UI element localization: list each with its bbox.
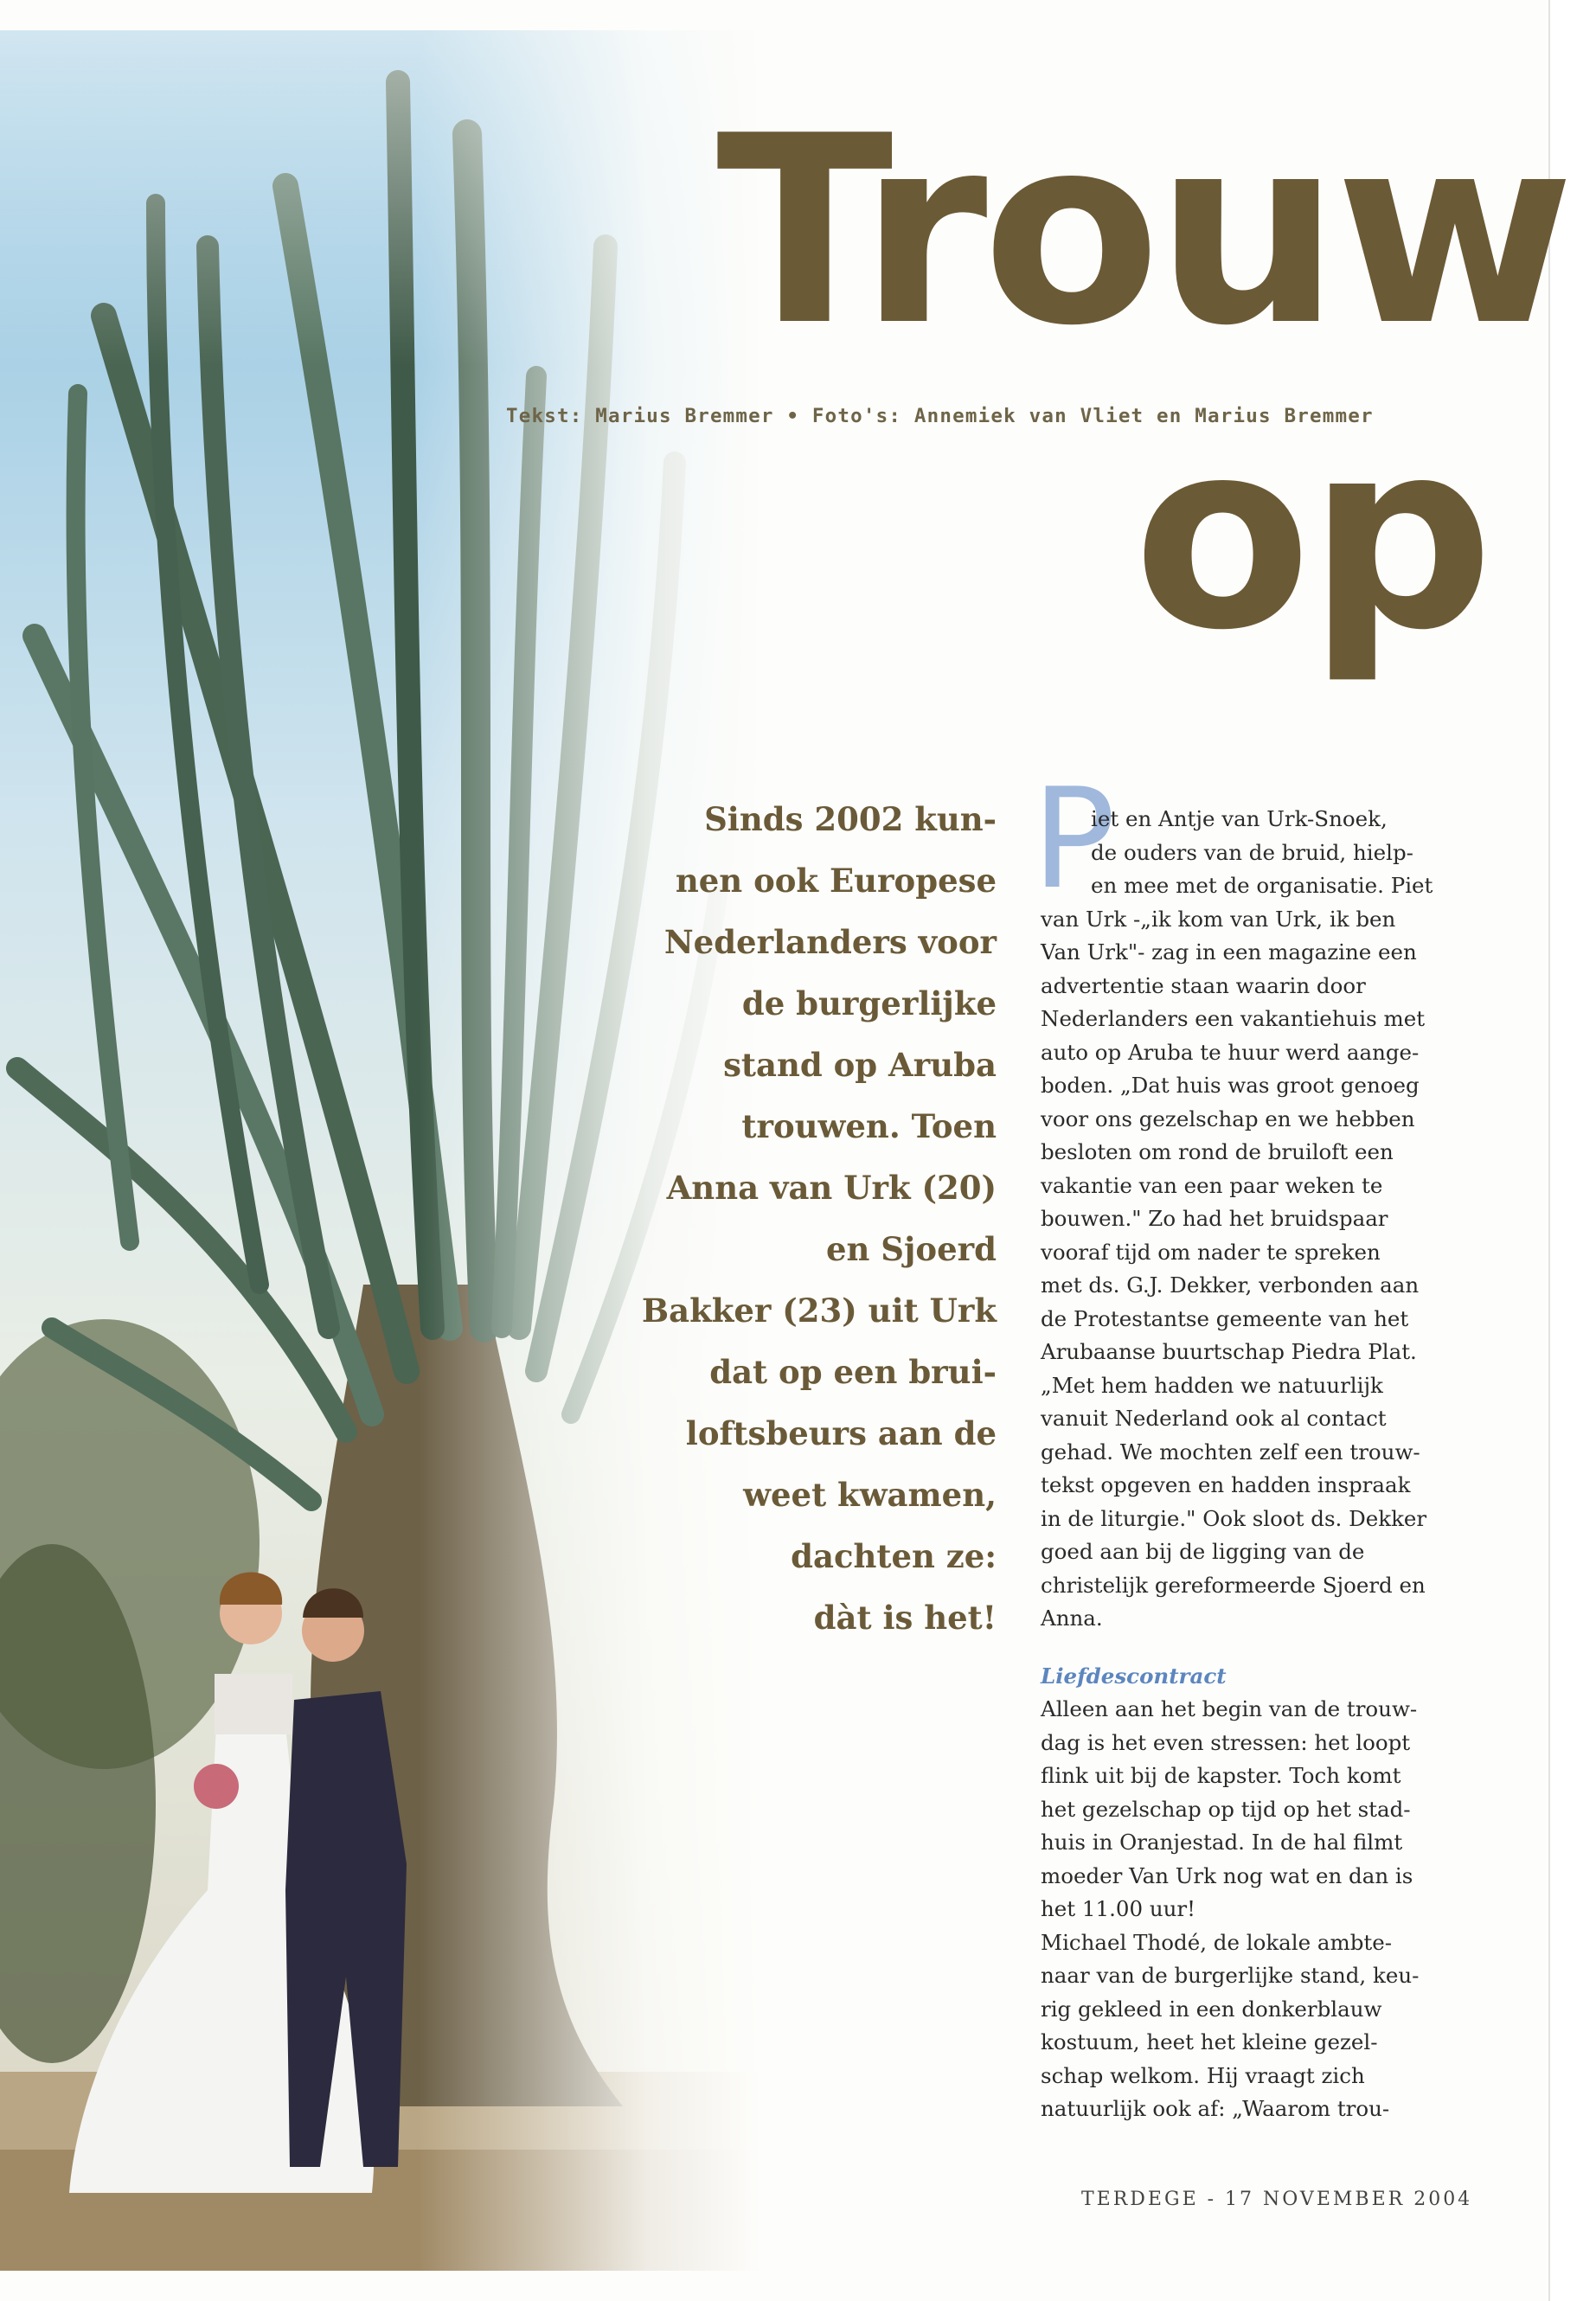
body-line: huis in Oranjestad. In de hal filmt <box>1041 1830 1403 1855</box>
body-line: de Protestantse gemeente van het <box>1041 1305 1409 1331</box>
body-line: vakantie van een paar weken te <box>1041 1172 1383 1198</box>
body-line: in de liturgie." Ook sloot ds. Dekker <box>1041 1505 1427 1531</box>
intro-line: Sinds 2002 kun- <box>704 800 997 838</box>
body-line: tekst opgeven en hadden inspraak <box>1041 1472 1411 1497</box>
body-line: vooraf tijd om nader te spreken <box>1041 1239 1381 1265</box>
body-line: gehad. We mochten zelf een trouw- <box>1041 1439 1420 1465</box>
body-line: auto op Aruba te huur werd aange- <box>1041 1039 1420 1065</box>
intro-line: Nederlanders voor <box>663 923 997 961</box>
page-footer: TERDEGE - 17 NOVEMBER 2004 <box>1081 2189 1473 2210</box>
body-line: natuurlijk ook af: „Waarom trou- <box>1041 2096 1390 2121</box>
body-line: en mee met de organisatie. Piet <box>1091 873 1433 898</box>
body-line: iet en Antje van Urk-Snoek, <box>1091 806 1388 831</box>
body-line: bouwen." Zo had het bruidspaar <box>1041 1206 1388 1231</box>
body-line: dag is het even stressen: het loopt <box>1041 1729 1411 1755</box>
body-line: Alleen aan het begin van de trouw- <box>1041 1696 1418 1721</box>
body-line: van Urk -„ik kom van Urk, ik ben <box>1041 906 1396 932</box>
intro-line: nen ook Europese <box>675 862 997 900</box>
body-line: schap welkom. Hij vraagt zich <box>1041 2062 1365 2088</box>
body-line: advertentie staan waarin door <box>1041 972 1366 998</box>
body-line: Nederlanders een vakantiehuis met <box>1041 1006 1426 1031</box>
body-line: Arubaanse buurtschap Piedra Plat. <box>1041 1339 1417 1364</box>
body-line: Anna. <box>1041 1606 1103 1631</box>
body-line: boden. „Dat huis was groot genoeg <box>1041 1073 1420 1098</box>
intro-line: Bakker (23) uit Urk <box>641 1292 997 1330</box>
body-line: voor ons gezelschap en we hebben <box>1041 1106 1415 1131</box>
body-line: christelijk gereformeerde Sjoerd en <box>1041 1572 1426 1598</box>
body-line: Michael Thodé, de lokale ambte- <box>1041 1929 1393 1955</box>
body-line: naar van de burgerlijke stand, keu- <box>1041 1963 1420 1988</box>
body-line: Van Urk"- zag in een magazine een <box>1041 939 1417 965</box>
drop-cap: P <box>1032 758 1116 920</box>
intro-line: dat op een brui- <box>709 1353 997 1391</box>
body-line: flink uit bij de kapster. Toch komt <box>1041 1763 1401 1788</box>
body-line: het 11.00 uur! <box>1041 1896 1195 1921</box>
body-line: besloten om rond de bruiloft een <box>1041 1139 1394 1164</box>
body-line: rig gekleed in een donkerblauw <box>1041 1996 1382 2022</box>
intro-line: dàt is het! <box>813 1599 997 1637</box>
subhead-liefdescontract: Liefdescontract <box>1041 1663 1227 1689</box>
intro-line: stand op Aruba <box>723 1046 997 1084</box>
photo-credits: Tekst: Marius Bremmer • Foto's: Annemiek van Vliet en Marius Bremmer <box>506 405 1374 427</box>
body-line: de ouders van de bruid, hielp- <box>1091 839 1413 865</box>
intro-line: en Sjoerd <box>825 1230 997 1268</box>
intro-line: weet kwamen, <box>743 1476 997 1514</box>
body-line: moeder Van Urk nog wat en dan is <box>1041 1862 1413 1888</box>
article-body <box>1041 803 1477 2126</box>
intro-line: dachten ze: <box>791 1537 997 1575</box>
intro-line: de burgerlijke <box>741 984 997 1022</box>
body-line: „Met hem hadden we natuurlijk <box>1041 1372 1383 1398</box>
body-line: kostuum, heet het kleine gezel- <box>1041 2029 1378 2054</box>
intro-line: trouwen. Toen <box>741 1107 997 1145</box>
body-line: met ds. G.J. Dekker, verbonden aan <box>1041 1272 1420 1298</box>
body-line: het gezelschap op tijd op het stad- <box>1041 1796 1411 1822</box>
intro-line: Anna van Urk (20) <box>666 1169 997 1207</box>
intro-line: loftsbeurs aan de <box>685 1414 997 1452</box>
intro-text <box>606 789 997 1649</box>
title-op: op <box>1133 385 1490 687</box>
body-line: goed aan bij de ligging van de <box>1041 1539 1365 1564</box>
body-line: vanuit Nederland ook al contact <box>1041 1406 1387 1431</box>
title-trouw: Trouw <box>716 80 1570 382</box>
